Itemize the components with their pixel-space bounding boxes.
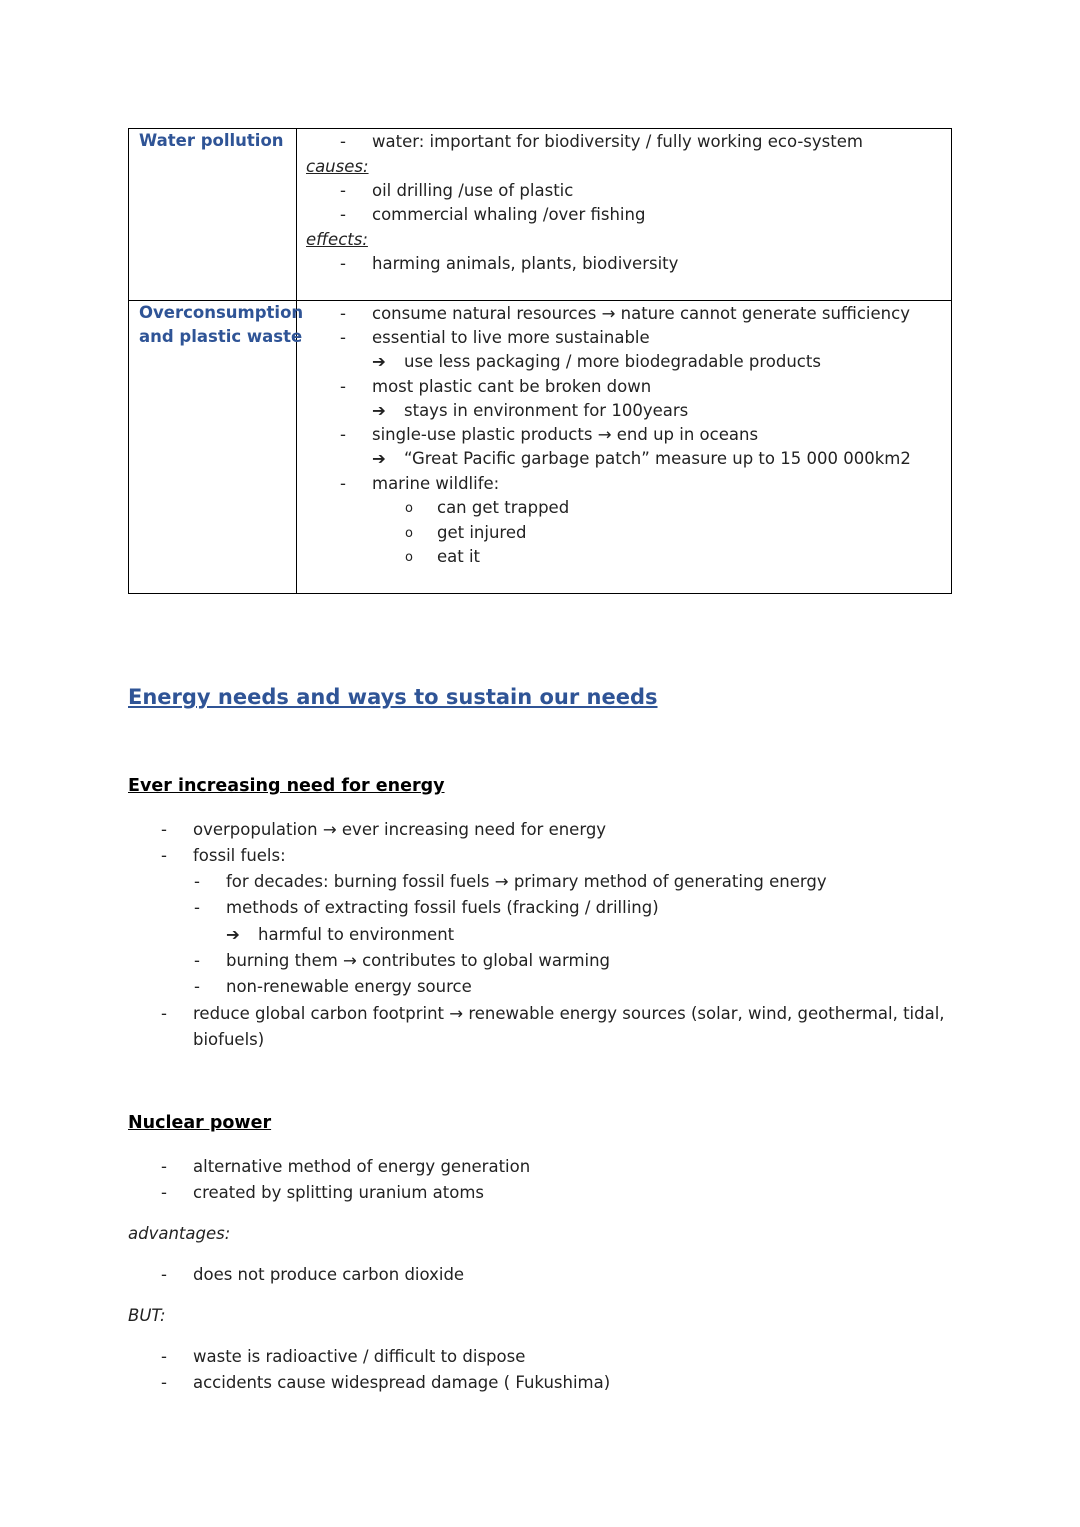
table-border-divider: [296, 128, 297, 594]
row-line: single-use plastic products → end up in oceans: [372, 425, 759, 444]
dash-bullet: -: [340, 377, 346, 396]
list-item: fossil fuels:: [193, 846, 286, 865]
row-heading: Water pollution: [139, 131, 284, 150]
circle-bullet-icon: o: [405, 526, 413, 541]
row-line: use less packaging / more biodegradable products: [404, 352, 821, 371]
arrow-icon: ➔: [372, 352, 386, 371]
row-line: marine wildlife:: [372, 474, 500, 493]
arrow-icon: ➔: [372, 449, 386, 468]
dash-bullet: -: [194, 872, 200, 891]
row-line: harming animals, plants, biodiversity: [372, 254, 679, 273]
dash-bullet: -: [161, 1265, 167, 1284]
dash-bullet: -: [340, 254, 346, 273]
table-border-middle: [128, 300, 952, 301]
dash-bullet: -: [161, 820, 167, 839]
list-item: harmful to environment: [258, 925, 455, 944]
row-line: can get trapped: [437, 498, 570, 517]
row-line: eat it: [437, 547, 481, 566]
list-item: for decades: burning fossil fuels → primary method of generating energy: [226, 872, 827, 891]
dash-bullet: -: [340, 328, 346, 347]
arrow-icon: ➔: [372, 401, 386, 420]
list-item-continued: biofuels): [193, 1030, 265, 1049]
nuclear-heading: Nuclear power: [128, 1113, 272, 1133]
row-line: oil drilling /use of plastic: [372, 181, 574, 200]
table-border-top: [128, 128, 952, 129]
list-item: burning them → contributes to global warming: [226, 951, 611, 970]
dash-bullet: -: [340, 132, 346, 151]
list-item: alternative method of energy generation: [193, 1157, 531, 1176]
circle-bullet-icon: o: [405, 550, 413, 565]
energy-heading: Ever increasing need for energy: [128, 776, 445, 796]
list-item: waste is radioactive / difficult to dispose: [193, 1347, 526, 1366]
table-border-bottom: [128, 593, 952, 594]
row-line: essential to live more sustainable: [372, 328, 650, 347]
dash-bullet: -: [340, 425, 346, 444]
list-item: non-renewable energy source: [226, 977, 472, 996]
dash-bullet: -: [161, 846, 167, 865]
row-line: stays in environment for 100years: [404, 401, 689, 420]
list-item: accidents cause widespread damage ( Fukushima): [193, 1373, 611, 1392]
dash-bullet: -: [161, 1004, 167, 1023]
but-label: BUT:: [128, 1306, 166, 1325]
row-heading: and plastic waste: [139, 327, 303, 346]
row-line: “Great Pacific garbage patch” measure up to 15 000 000km2: [404, 449, 911, 468]
dash-bullet: -: [161, 1347, 167, 1366]
table-border-left: [128, 128, 129, 594]
dash-bullet: -: [161, 1183, 167, 1202]
dash-bullet: -: [340, 181, 346, 200]
causes-label: causes:: [306, 157, 369, 176]
row-line: get injured: [437, 523, 527, 542]
dash-bullet: -: [340, 474, 346, 493]
dash-bullet: -: [161, 1157, 167, 1176]
row-heading: Overconsumption: [139, 303, 304, 322]
advantages-label: advantages:: [128, 1224, 231, 1243]
effects-label: effects:: [306, 230, 368, 249]
dash-bullet: -: [161, 1373, 167, 1392]
row-line: commercial whaling /over fishing: [372, 205, 646, 224]
list-item: does not produce carbon dioxide: [193, 1265, 465, 1284]
list-item: methods of extracting fossil fuels (fracking / drilling): [226, 898, 659, 917]
list-item: overpopulation → ever increasing need for energy: [193, 820, 607, 839]
table-border-right: [951, 128, 952, 594]
dash-bullet: -: [340, 304, 346, 323]
section-title: Energy needs and ways to sustain our needs: [128, 685, 658, 709]
row-line: consume natural resources → nature cannot generate sufficiency: [372, 304, 910, 323]
list-item: reduce global carbon footprint → renewable energy sources (solar, wind, geothermal, tidal,: [193, 1004, 945, 1023]
row-line: water: important for biodiversity / fully working eco-system: [372, 132, 863, 151]
circle-bullet-icon: o: [405, 501, 413, 516]
dash-bullet: -: [340, 205, 346, 224]
row-line: most plastic cant be broken down: [372, 377, 652, 396]
list-item: created by splitting uranium atoms: [193, 1183, 485, 1202]
dash-bullet: -: [194, 898, 200, 917]
dash-bullet: -: [194, 951, 200, 970]
dash-bullet: -: [194, 977, 200, 996]
arrow-icon: ➔: [226, 925, 240, 944]
